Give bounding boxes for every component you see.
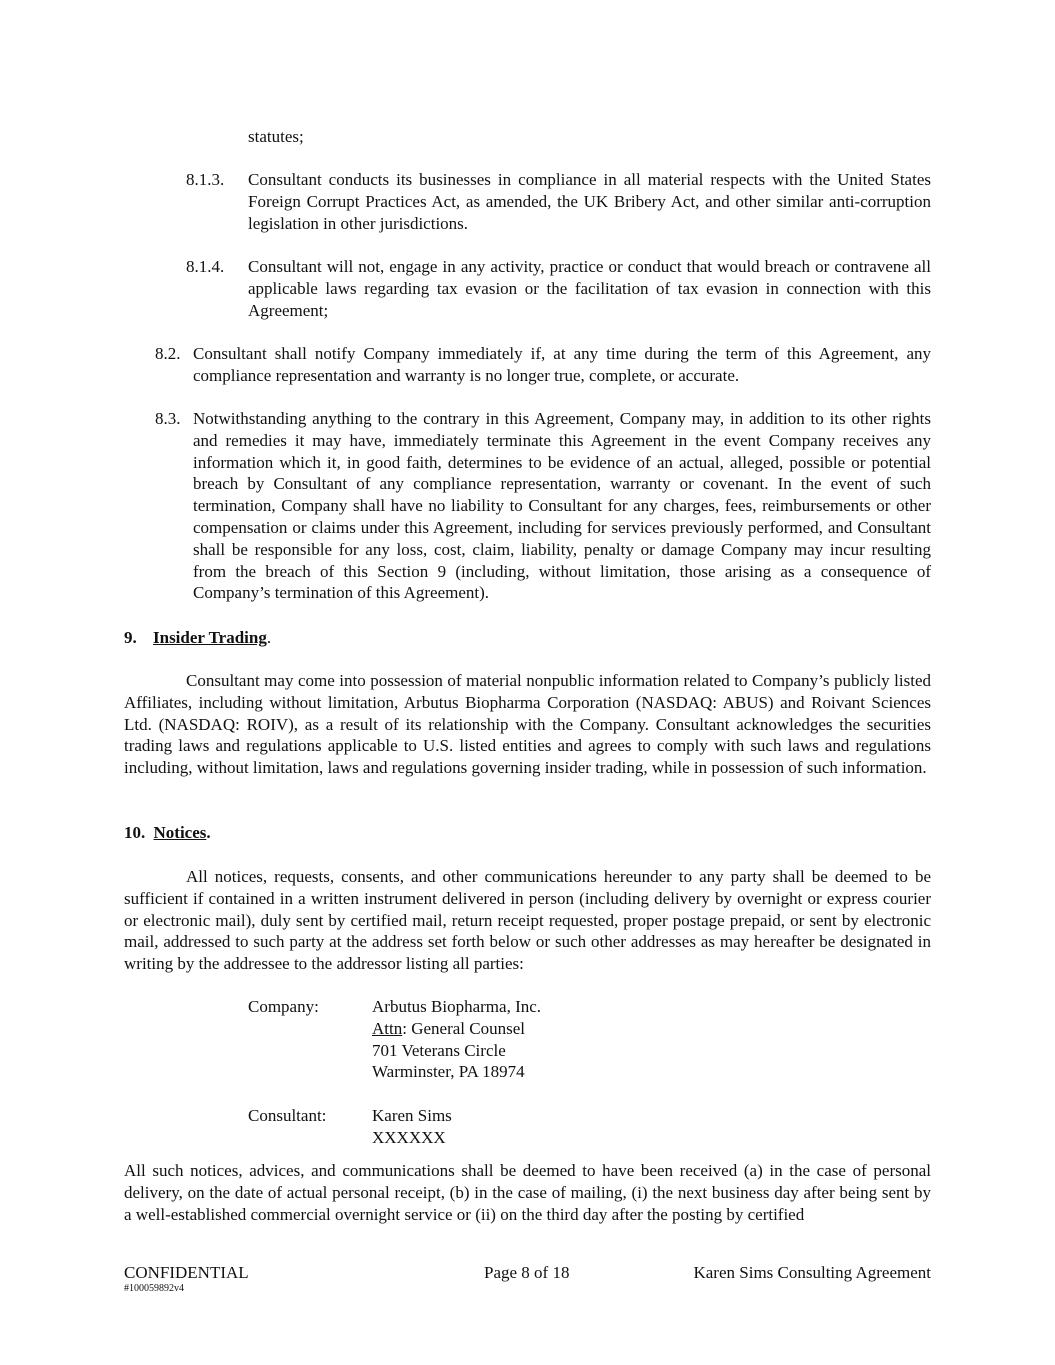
footer-doc-id: #100059892v4: [124, 1283, 184, 1294]
section-text: Consultant shall notify Company immediately if, at any time during the term of this Agreement, any compliance representation and warranty is no longer true, complete, or accurate.: [193, 344, 931, 385]
section-text: Notwithstanding anything to the contrary in this Agreement, Company may, in addition to its other rights and remedies it may have, immediately terminate this Agreement in the event Company receives any information which it, in good faith, determines to be evidence of an actual, alleged, possible or potential breach by Consultant of any compliance representation, warranty or covenant. In the event of such termination, Company shall have no liability to Consultant for any charges, fees, reimbursements or other compensation or claims under this Agreement, including for services previously performed, and Consultant shall be responsible for any loss, cost, claim, liability, penalty or damage Company may incur resulting from the breach of this Section 9 (including, without limitation, those arising as a consequence of Company’s termination of this Agreement).: [193, 409, 931, 603]
section-number: 10.: [124, 823, 146, 842]
consultant-name: Karen Sims: [372, 1106, 452, 1125]
footer-document-title: Karen Sims Consulting Agreement: [693, 1263, 931, 1282]
attn-label: Attn: [372, 1018, 403, 1038]
section-number: 8.3.: [155, 409, 181, 428]
consultant-label: Consultant:: [248, 1106, 327, 1125]
section-title: Insider Trading: [153, 628, 267, 647]
footer-page-number: Page 8 of 18: [484, 1263, 570, 1282]
section-10-text: All notices, requests, consents, and other communications hereunder to any party shall be deemed to be sufficient if contained in a written instrument delivered in person (including delivery by overnight or express courier or electronic mail), duly sent by certified mail, return receipt requested, proper postage prepaid, or sent by electronic mail, addressed to such party at the address set forth below or such other addresses as may hereafter be designated in writing by the addressee to the addressor listing all parties:: [124, 867, 931, 974]
section-title: Notices: [153, 823, 207, 842]
consultant-address: XXXXXX: [372, 1127, 446, 1147]
section-10-heading: [124, 822, 211, 844]
title-period: .: [266, 628, 272, 647]
statutes-tail: statutes;: [248, 127, 304, 146]
footer-confidential: CONFIDENTIAL: [124, 1263, 249, 1282]
section-number: 9.: [124, 628, 137, 647]
company-name: Arbutus Biopharma, Inc.: [372, 997, 542, 1016]
company-label: Company:: [248, 997, 319, 1016]
section-text: Consultant conducts its businesses in compliance in all material respects with the United States Foreign Corrupt Practices Act, as amended, the UK Bribery Act, and other similar anti-corruption legislation in other jurisdictions.: [248, 170, 931, 233]
company-street: 701 Veterans Circle: [372, 1040, 506, 1060]
title-period: .: [206, 823, 211, 842]
section-number: 8.1.3.: [186, 170, 225, 189]
closing-paragraph: All such notices, advices, and communications shall be deemed to have been received (a) in the case of personal delivery, on the date of actual personal receipt, (b) in the case of mailing, (i) the next business day after being sent by a well-established commercial overnight service or (ii) on the third day after the posting by certified: [124, 1161, 931, 1224]
company-attn: [372, 1018, 541, 1040]
section-text: Consultant will not, engage in any activity, practice or conduct that would breach or contravene all applicable laws regarding tax evasion or the facilitation of tax evasion in connection with this Agreement;: [248, 257, 931, 320]
section-9-heading: [124, 627, 271, 649]
section-9-text: Consultant may come into possession of material nonpublic information related to Company’s publicly listed Affiliates, including without limitation, Arbutus Biopharma Corporation (NASDAQ: ABUS) and Roivant Sciences Ltd. (NASDAQ: ROIV), as a result of its relationship with the Company. Consultant acknowledges the securities trading laws and regulations applicable to U.S. listed entities and agrees to comply with such laws and regulations including, without limitation, laws and regulations governing insider trading, while in possession of such information.: [124, 671, 931, 778]
company-city: Warminster, PA 18974: [372, 1062, 525, 1082]
attn-value: : General Counsel: [402, 1018, 525, 1038]
section-number: 8.1.4.: [186, 257, 225, 276]
section-number: 8.2.: [155, 344, 181, 363]
